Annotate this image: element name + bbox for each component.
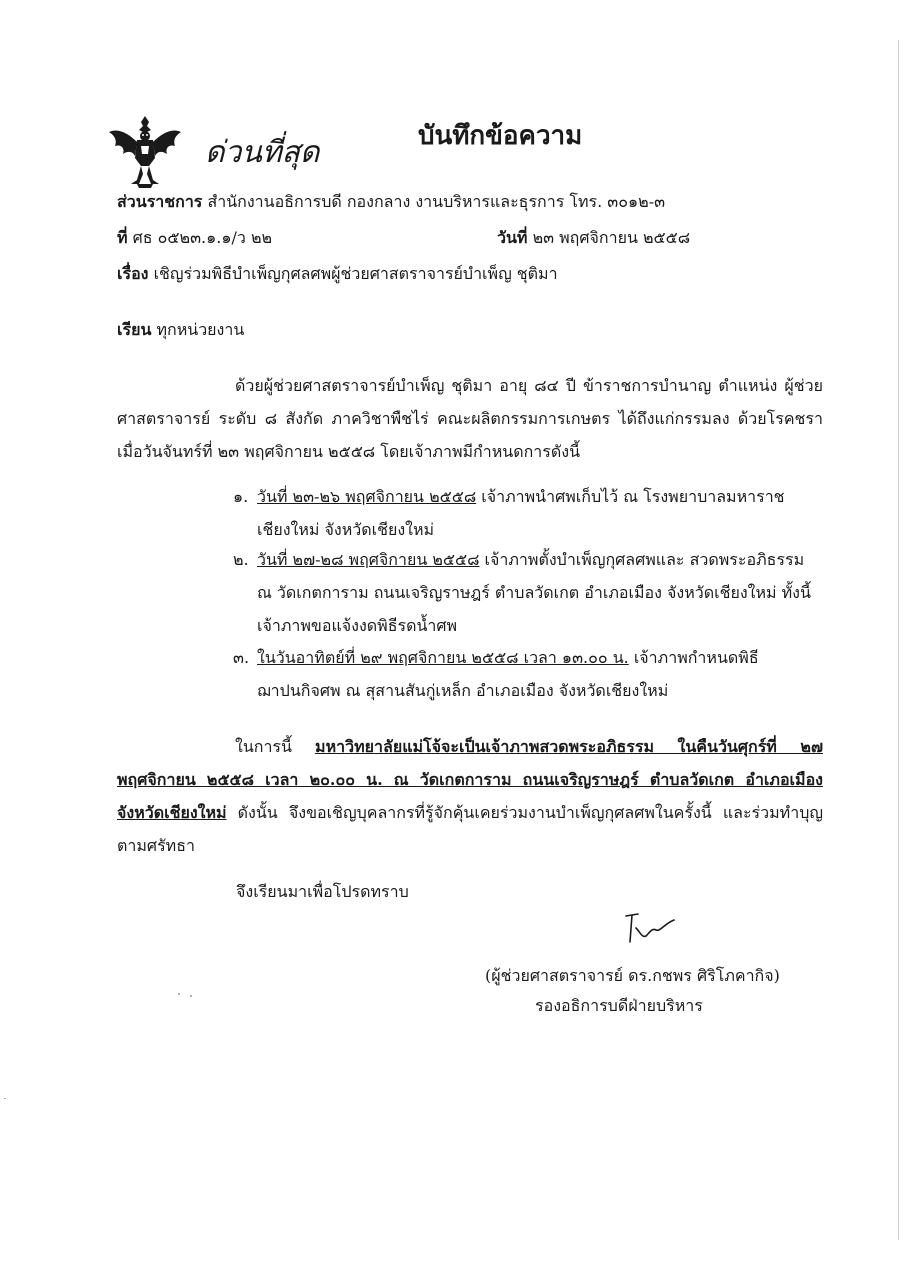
date-row <box>497 228 690 248</box>
announcement-lead: ในการนี้ <box>235 737 316 756</box>
memo-title: บันทึกข้อความ <box>418 121 583 151</box>
signer-name: (ผู้ช่วยศาสตราจารย์ ดร.กชพร ศิริโภคากิจ) <box>485 966 780 985</box>
item-text: เจ้าภาพตั้งบำเพ็ญกุศลศพและ สวดพระอภิธรรม ณ วัดเกตการาม ถนนเจริญราษฎร์ ตำบลวัดเกต อำเภอเมือง จังหวัดเชียงใหม่ ทั้งนี้ เจ้าภาพขอแจ้งงดพิธีรดน้ำศพ <box>257 550 811 635</box>
item-body <box>257 543 823 642</box>
closing-line: จึงเรียนมาเพื่อโปรดทราบ <box>236 882 409 901</box>
signature-icon <box>622 910 678 946</box>
schedule-item <box>233 641 823 707</box>
announcement-paragraph <box>117 730 823 862</box>
item-date: ในวันอาทิตย์ที่ ๒๙ พฤศจิกายน ๒๕๕๘ เวลา ๑๓.๐๐ น. <box>257 648 629 667</box>
addressee-value: ทุกหน่วยงาน <box>156 320 245 339</box>
signer-position: รองอธิการบดีฝ่ายบริหาร <box>535 996 703 1015</box>
subject-label: เรื่อง <box>117 264 149 283</box>
item-body <box>257 641 823 707</box>
scan-speck <box>178 993 180 995</box>
addressee-row <box>117 320 244 340</box>
item-number: ๑. <box>233 487 249 506</box>
intro-paragraph: ด้วยผู้ช่วยศาสตราจารย์บำเพ็ญ ชุติมา อายุ ๘๔ ปี ข้าราชการบำนาญ ตำแหน่ง ผู้ช่วยศาสตราจารย์ ระดับ ๘ สังกัด ภาควิชาพืชไร่ คณะผลิตกรรมการเกษตร ได้ถึงแก่กรรมลง ด้วยโรคชรา เมื่อวันจันทร์ที่ ๒๓ พฤศจิกายน ๒๕๕๘ โดยเจ้าภาพมีกำหนดการดังนี้ <box>117 376 823 461</box>
urgency-label: ด่วนที่สุด <box>205 135 320 170</box>
reference-label: ที่ <box>117 228 128 247</box>
item-date: วันที่ ๒๗-๒๘ พฤศจิกายน ๒๕๕๘ <box>257 550 480 569</box>
department-row <box>117 192 665 212</box>
department-label: ส่วนราชการ <box>117 192 203 211</box>
item-text: เจ้าภาพนำศพเก็บไว้ ณ โรงพยาบาลมหาราช เชียงใหม่ จังหวัดเชียงใหม่ <box>257 487 785 539</box>
garuda-emblem-icon <box>107 110 183 190</box>
item-date: วันที่ ๒๓-๒๖ พฤศจิกายน ๒๕๕๘ <box>257 487 477 506</box>
scan-speck <box>4 1098 6 1099</box>
reference-value: ศธ ๐๕๒๓.๑.๑/ว ๒๒ <box>132 228 273 247</box>
item-body <box>257 480 823 546</box>
date-value: ๒๓ พฤศจิกายน ๒๕๕๘ <box>532 228 691 247</box>
addressee-label: เรียน <box>117 320 152 339</box>
announcement-rest: ดังนั้น จึงขอเชิญบุคลากรที่รู้จักคุ้นเคยร่วมงานบำเพ็ญกุศลศพในครั้งนี้ และร่วมทำบุญตามศรัทธา <box>117 803 823 855</box>
schedule-item <box>233 543 823 642</box>
subject-value: เชิญร่วมพิธีบำเพ็ญกุศลศพผู้ช่วยศาสตราจารย์บำเพ็ญ ชุติมา <box>153 264 558 283</box>
department-value: สำนักงานอธิการบดี กองกลาง งานบริหารและธุรการ โทร. ๓๐๑๒-๓ <box>207 192 666 211</box>
item-number: ๒. <box>233 550 249 569</box>
scan-speck <box>190 995 192 997</box>
schedule-item <box>233 480 823 546</box>
item-number: ๓. <box>233 648 250 667</box>
subject-row <box>117 264 558 284</box>
item-text: เจ้าภาพกำหนดพิธี ฌาปนกิจศพ ณ สุสานสันกู่เหล็ก อำเภอเมือง จังหวัดเชียงใหม่ <box>257 648 759 700</box>
date-label: วันที่ <box>497 228 528 247</box>
announcement-highlight: มหาวิทยาลัยแม่โจ้จะเป็นเจ้าภาพสวดพระอภิธรรม ในคืนวันศุกร์ที่ ๒๗ พฤศจิกายน ๒๕๕๘ เวลา ๒๐.๐๐ น. ณ วัดเกตการาม ถนนเจริญราษฎร์ ตำบลวัดเกต อำเภอเมือง จังหวัดเชียงใหม่ <box>117 737 823 822</box>
scan-edge-line <box>898 40 899 1240</box>
reference-row <box>117 228 272 248</box>
